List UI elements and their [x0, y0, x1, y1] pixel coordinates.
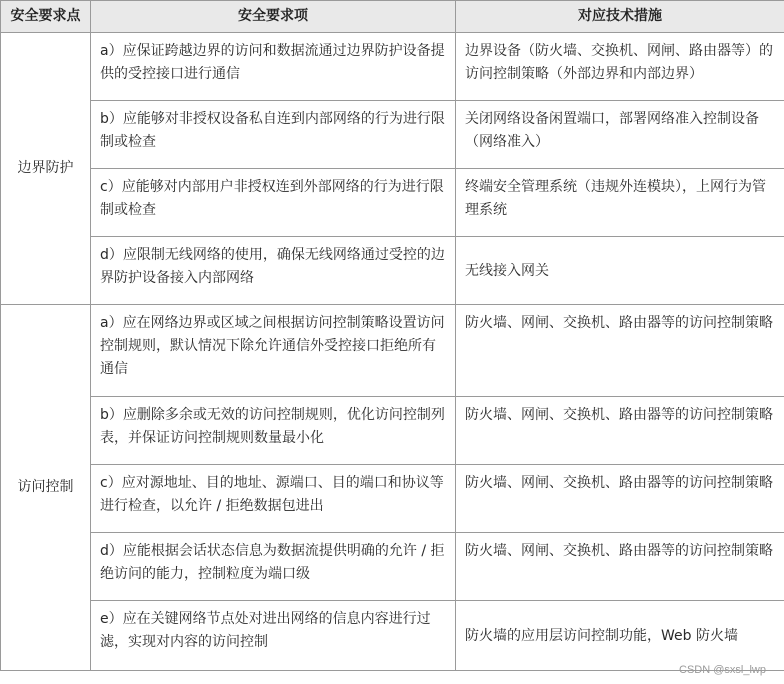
- category-cell: 边界防护: [1, 33, 91, 305]
- header-security-point: 安全要求点: [1, 1, 91, 33]
- requirement-cell: c）应能够对内部用户非授权连到外部网络的行为进行限制或检查: [91, 169, 456, 237]
- measure-cell: 关闭网络设备闲置端口，部署网络准入控制设备（网络准入）: [456, 101, 784, 169]
- measure-cell: 无线接入网关: [456, 237, 784, 305]
- requirement-cell: a）应在网络边界或区域之间根据访问控制策略设置访问控制规则，默认情况下除允许通信外受控接口拒绝所有通信: [91, 305, 456, 397]
- measure-cell: 防火墙、网闸、交换机、路由器等的访问控制策略: [456, 305, 784, 397]
- requirement-cell: b）应删除多余或无效的访问控制规则，优化访问控制列表，并保证访问控制规则数量最小化: [91, 397, 456, 465]
- measure-cell: 防火墙、网闸、交换机、路由器等的访问控制策略: [456, 533, 784, 601]
- table-row: [1, 305, 784, 397]
- header-security-item: 安全要求项: [91, 1, 456, 33]
- measure-cell: 防火墙、网闸、交换机、路由器等的访问控制策略: [456, 465, 784, 533]
- table-row: [1, 533, 784, 601]
- requirement-cell: c）应对源地址、目的地址、源端口、目的端口和协议等进行检查，以允许 / 拒绝数据包进出: [91, 465, 456, 533]
- requirement-cell: a）应保证跨越边界的访问和数据流通过边界防护设备提供的受控接口进行通信: [91, 33, 456, 101]
- table-row: [1, 33, 784, 101]
- requirement-cell: b）应能够对非授权设备私自连到内部网络的行为进行限制或检查: [91, 101, 456, 169]
- table-row: [1, 101, 784, 169]
- category-cell: 访问控制: [1, 305, 91, 671]
- table-row: [1, 465, 784, 533]
- measure-cell: 防火墙的应用层访问控制功能，Web 防火墙: [456, 601, 784, 671]
- measure-cell: 终端安全管理系统（违规外连模块），上网行为管理系统: [456, 169, 784, 237]
- table-header-row: [1, 1, 784, 33]
- table-row: [1, 237, 784, 305]
- measure-cell: 防火墙、网闸、交换机、路由器等的访问控制策略: [456, 397, 784, 465]
- header-technical-measure: 对应技术措施: [456, 1, 784, 33]
- requirement-cell: d）应限制无线网络的使用，确保无线网络通过受控的边界防护设备接入内部网络: [91, 237, 456, 305]
- watermark-text: CSDN @sxsl_lwp: [679, 664, 766, 676]
- requirement-cell: d）应能根据会话状态信息为数据流提供明确的允许 / 拒绝访问的能力，控制粒度为端口级: [91, 533, 456, 601]
- table-row: [1, 601, 784, 671]
- table-row: [1, 169, 784, 237]
- table-row: [1, 397, 784, 465]
- measure-cell: 边界设备（防火墙、交换机、网闸、路由器等）的访问控制策略（外部边界和内部边界）: [456, 33, 784, 101]
- requirement-cell: e）应在关键网络节点处对进出网络的信息内容进行过滤，实现对内容的访问控制: [91, 601, 456, 671]
